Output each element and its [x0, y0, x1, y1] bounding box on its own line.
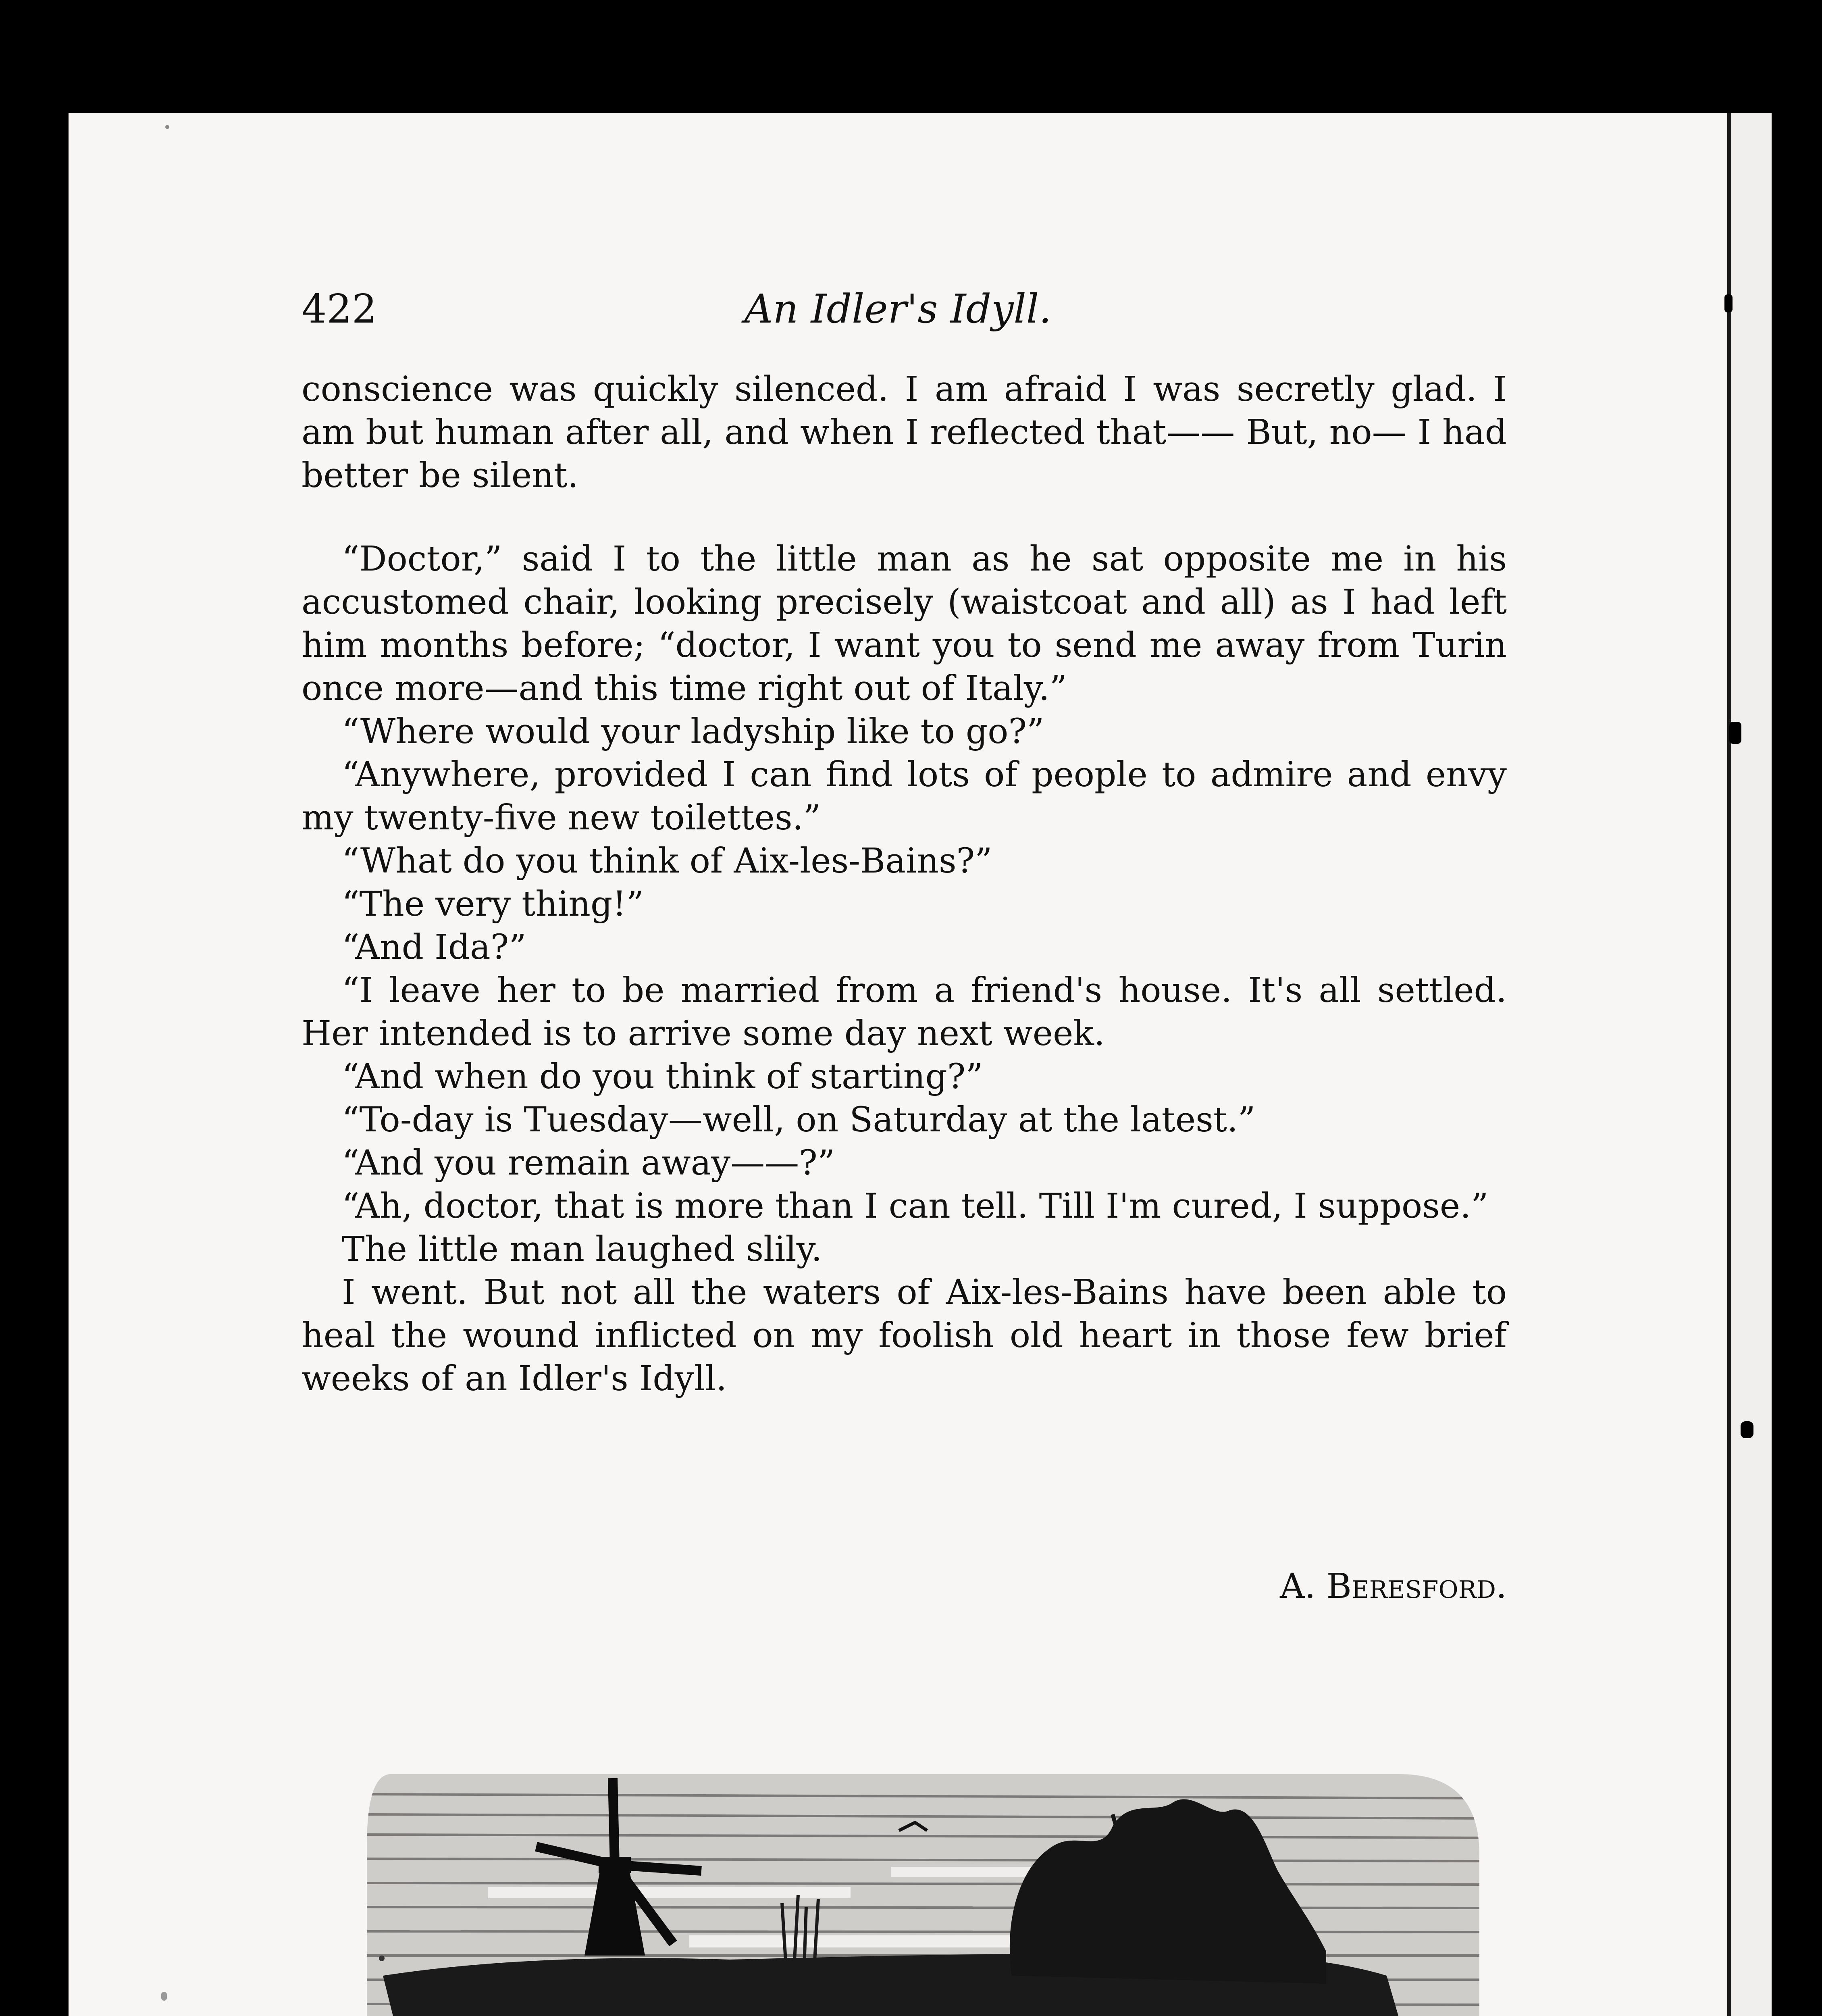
paragraph: “What do you think of Aix-les-Bains?”	[342, 841, 992, 881]
binding-mark	[1724, 294, 1733, 312]
paragraph: “To-day is Tuesday—well, on Saturday at the latest.”	[342, 1100, 1256, 1140]
binding-mark	[1741, 1421, 1753, 1438]
book-page	[69, 113, 1727, 2016]
paragraph: “Ah, doctor, that is more than I can tell. Till I'm cured, I suppose.”	[342, 1186, 1489, 1226]
paragraph: “Anywhere, provided I can find lots of people to admire and envy my twenty-five new toilettes.”	[302, 755, 1507, 838]
author-signature	[69, 1566, 1507, 1606]
binding-mark	[1729, 722, 1741, 744]
paragraph: “And you remain away——?”	[342, 1143, 835, 1183]
paragraph: “Doctor,” said I to the little man as he sat opposite me in his accustomed chair, looking precisely (waistcoat and all) as I had left him months before; “doctor, I want you to send me away from Turin once more—and this time right out of Italy.”	[302, 539, 1507, 708]
scan-speck	[165, 125, 169, 129]
windmill-landscape-icon	[367, 1766, 1487, 2016]
page-number: 422	[302, 286, 377, 332]
paragraph: conscience was quickly silenced. I am afraid I was secretly glad. I am but human after all, and when I reflected that—— But, no— I had better be silent.	[302, 369, 1507, 496]
paragraph: I went. But not all the waters of Aix-les-Bains have been able to heal the wound inflicted on my foolish old heart in those few brief weeks of an Idler's Idyll.	[302, 1272, 1507, 1399]
scan-speck	[161, 1992, 167, 2001]
running-title: An Idler's Idyll.	[744, 286, 1052, 332]
paragraph: “Where would your ladyship like to go?”	[342, 712, 1044, 752]
signature-initial: A.	[1280, 1566, 1316, 1606]
signature-surname: Beresford.	[1326, 1566, 1507, 1606]
paragraph: “And Ida?”	[342, 927, 526, 967]
page-edge	[1727, 113, 1772, 2016]
body-text	[302, 368, 1507, 1400]
paragraph: “The very thing!”	[342, 884, 644, 924]
paragraph: “I leave her to be married from a friend's house. It's all settled. Her intended is to arrive some day next week.	[302, 971, 1507, 1054]
paragraph: The little man laughed slily.	[342, 1229, 822, 1269]
scan-speck	[379, 1956, 385, 1961]
paragraph: “And when do you think of starting?”	[342, 1057, 983, 1097]
